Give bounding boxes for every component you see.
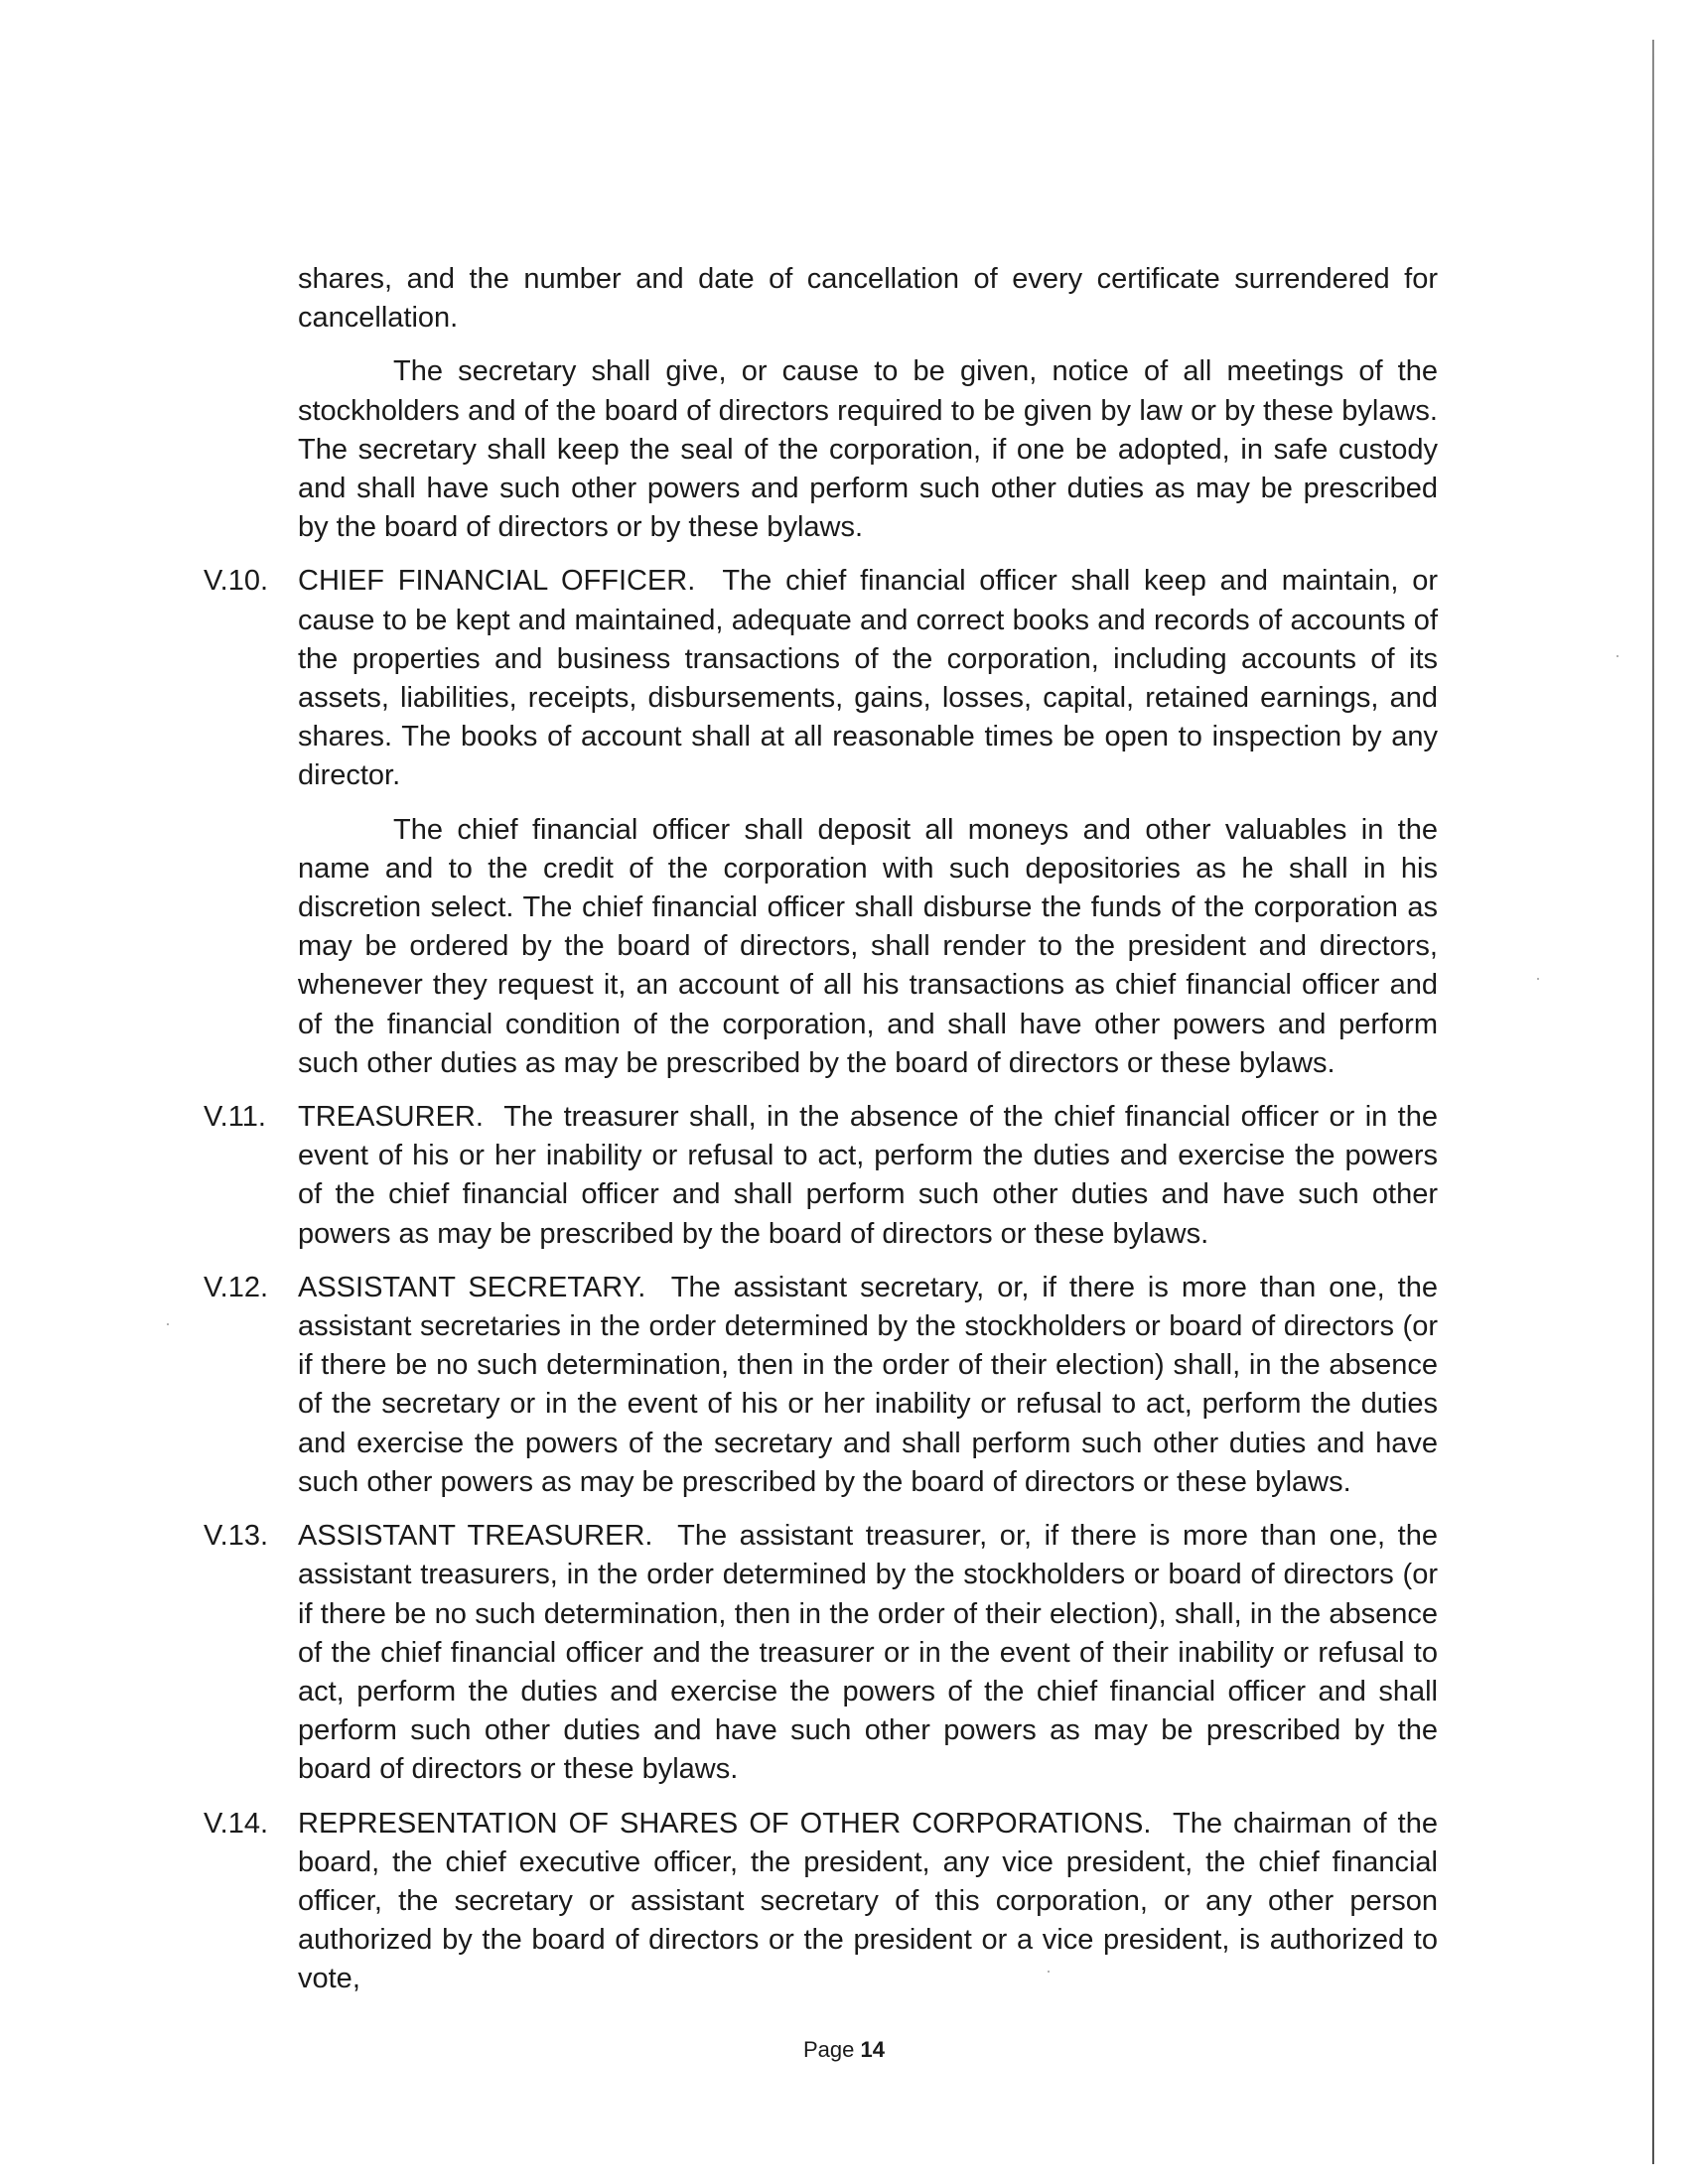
section-text: The assistant secretary, or, if there is more than one, the assistant secretaries in the order determined by the stockholders or board of directors (or if there be no such determination, then in the order of their election) shall, in the absence of the secretary or in the event of his or her inability or refusal to act, perform the duties and exercise the powers of the secretary and shall perform such other duties and have such other powers as may be prescribed by the board of directors or these bylaws. [298,1271,1438,1498]
continuation-paragraph: shares, and the number and date of cancellation of every certificate surrendered for cancellation. [298,263,1438,335]
scan-speck [1617,655,1618,657]
page-footer [0,2037,1688,2063]
section-number: V.13. [204,1520,269,1553]
section-v11 [204,1098,1438,1254]
secretary-paragraph: The secretary shall give, or cause to be given, notice of all meetings of the stockholders and of the board of directors required to be given by law or by these bylaws. The secretary shall keep the seal of the corporation, if one be adopted, in safe custody and shall have such other powers and perform such other duties as may be prescribed by the board of directors or by these bylaws. [298,355,1438,544]
section-number: V.10. [204,565,269,598]
section-v14 [204,1805,1438,1999]
section-text: The treasurer shall, in the absence of the chief financial officer or in the event of his or her inability or refusal to act, perform the duties and exercise the powers of the chief financial officer and shall perform such other duties and have such other powers as may be prescribed by the board of directors or these bylaws. [298,1101,1438,1250]
section-heading: TREASURER. [298,1101,484,1134]
section-heading: REPRESENTATION OF SHARES OF OTHER CORPORATIONS. [298,1807,1152,1840]
section-v10 [204,562,1439,795]
section-text: The chief financial officer shall keep and maintain, or cause to be kept and maintained, adequate and correct books and records of accounts of the properties and business transactions of the corporation, including accounts of its assets, liabilities, receipts, disbursements, gains, losses, capital, retained earnings, and shares. The books of account shall at all reasonable times be open to inspection by any director. [298,565,1439,792]
scan-speck [1537,978,1539,980]
section-v12 [204,1269,1438,1502]
section-number: V.14. [204,1807,269,1840]
section-text: The assistant treasurer, or, if there is more than one, the assistant treasurers, in the order determined by the stockholders or board of directors (or if there be no such determination, then in the order of their election), shall, in the absence of the chief financial officer and the treasurer or in the event of their inability or refusal to act, perform the duties and exercise the powers of the chief financial officer and shall perform such other duties and have such other powers as may be prescribed by the board of directors or these bylaws. [298,1520,1439,1786]
section-heading: CHIEF FINANCIAL OFFICER. [298,565,696,598]
page-number: 14 [860,2037,885,2062]
section-heading: ASSISTANT TREASURER. [298,1520,653,1553]
section-text: The chairman of the board, the chief executive officer, the president, any vice president, the chief financial officer, the secretary or assistant secretary of this corporation, or any other person authorized by the board of directors or the president or a vice president, is authorized to vote, [298,1807,1438,1995]
section-v10-followup-paragraph: The chief financial officer shall deposit all moneys and other valuables in the name and to the credit of the corporation with such depositories as he shall in his discretion select. The chief financial officer shall disburse the funds of the corporation as may be ordered by the board of directors, shall render to the president and directors, whenever they request it, an account of all his transactions as chief financial officer and of the financial condition of the corporation, and shall have other powers and perform such other duties as may be prescribed by the board of directors or these bylaws. [298,813,1438,1079]
scan-edge-line [1652,40,1654,2164]
document-body [204,260,1439,2014]
section-number: V.12. [204,1271,269,1303]
scan-speck [167,1323,169,1325]
section-heading: ASSISTANT SECRETARY. [298,1271,646,1303]
scan-speck [1048,1971,1050,1973]
section-v13 [204,1517,1439,1789]
section-number: V.11. [204,1101,266,1134]
page-label: Page [803,2037,855,2062]
